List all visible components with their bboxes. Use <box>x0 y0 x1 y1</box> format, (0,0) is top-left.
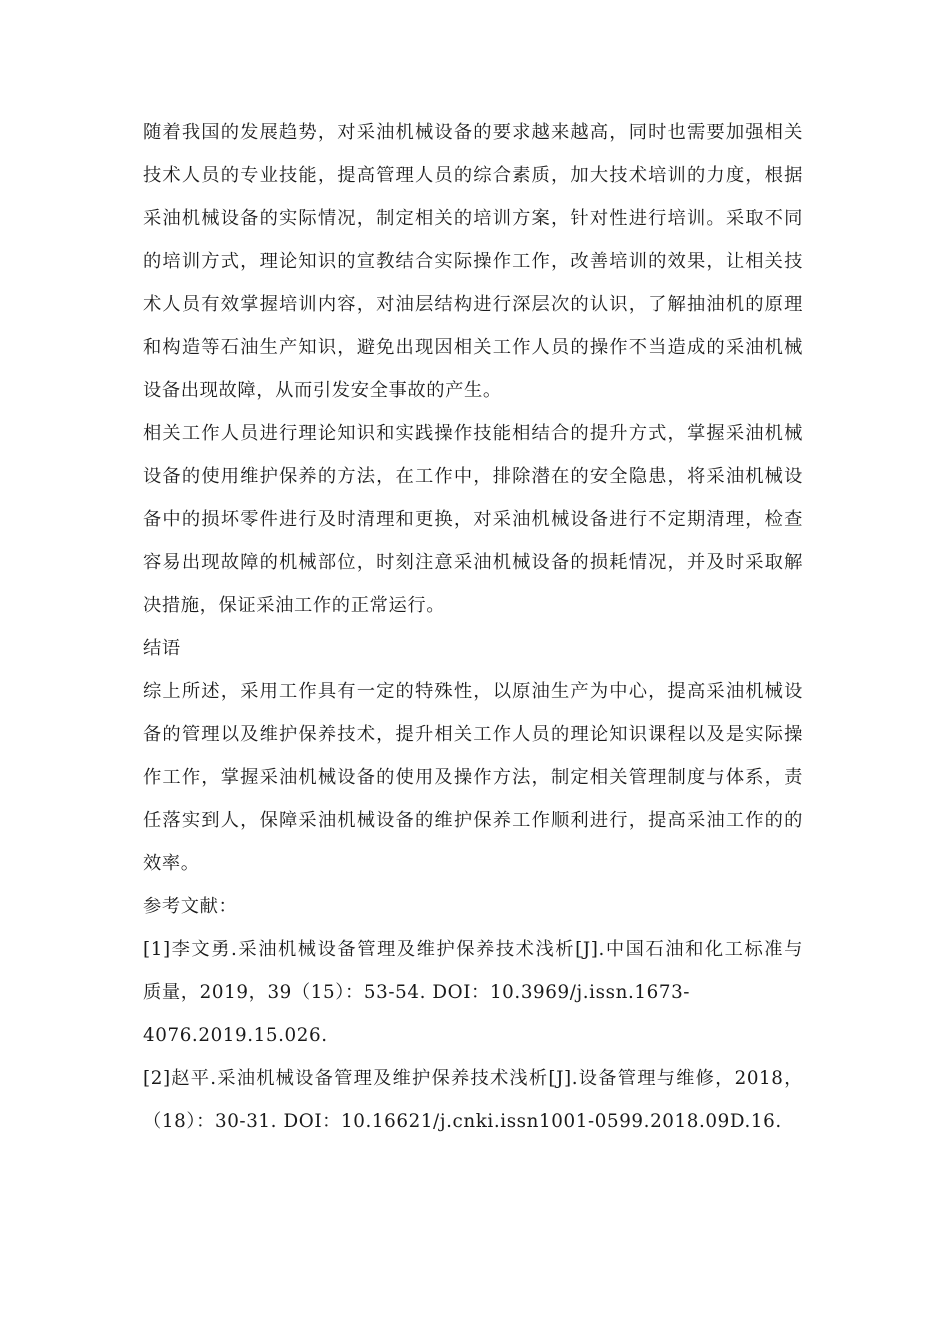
reference-line: 4076.2019.15.026. <box>143 1025 328 1046</box>
text-line: 备的管理以及维护保养技术，提升相关工作人员的理论知识课程以及是实际操 <box>143 724 803 745</box>
reference-line: [2]赵平.采油机械设备管理及维护保养技术浅析[J].设备管理与维修，2018， <box>143 1068 803 1089</box>
text-line: 术人员有效掌握培训内容，对油层结构进行深层次的认识，了解抽油机的原理 <box>143 294 803 315</box>
text-line: 容易出现故障的机械部位，时刻注意采油机械设备的损耗情况，并及时采取解 <box>143 552 803 573</box>
text-line: 采油机械设备的实际情况，制定相关的培训方案，针对性进行培训。采取不同 <box>143 208 803 229</box>
text-line: 和构造等石油生产知识，避免出现因相关工作人员的操作不当造成的采油机械 <box>143 337 803 358</box>
reference-item-1 <box>143 928 803 1057</box>
reference-item-2 <box>143 1057 803 1143</box>
text-line: 随着我国的发展趋势，对采油机械设备的要求越来越高，同时也需要加强相关 <box>143 122 803 143</box>
text-line: 相关工作人员进行理论知识和实践操作技能相结合的提升方式，掌握采油机械 <box>143 423 803 444</box>
reference-line: 质量，2019，39（15）：53-54. DOI：10.3969/j.issn.1673- <box>143 982 691 1003</box>
text-line: 综上所述，采用工作具有一定的特殊性，以原油生产为中心，提高采油机械设 <box>143 681 803 702</box>
text-line: 效率。 <box>143 853 200 874</box>
paragraph-conclusion <box>143 670 803 885</box>
text-line: 设备的使用维护保养的方法，在工作中，排除潜在的安全隐患，将采油机械设 <box>143 466 803 487</box>
text-line: 设备出现故障，从而引发安全事故的产生。 <box>143 380 502 401</box>
heading-text: 参考文献： <box>143 896 238 917</box>
paragraph-maintenance <box>143 412 803 627</box>
text-line: 的培训方式，理论知识的宣教结合实际操作工作，改善培训的效果，让相关技 <box>143 251 803 272</box>
document-page <box>143 111 803 1143</box>
text-line: 备中的损坏零件进行及时清理和更换，对采油机械设备进行不定期清理，检查 <box>143 509 803 530</box>
section-heading-conclusion <box>143 627 803 670</box>
text-line: 作工作，掌握采油机械设备的使用及操作方法，制定相关管理制度与体系，责 <box>143 767 803 788</box>
reference-line: [1]李文勇.采油机械设备管理及维护保养技术浅析[J].中国石油和化工标准与 <box>143 939 803 960</box>
section-heading-references <box>143 885 803 928</box>
heading-text: 结语 <box>143 638 181 659</box>
text-line: 任落实到人，保障采油机械设备的维护保养工作顺利进行，提高采油工作的的 <box>143 810 803 831</box>
reference-line: （18）：30-31. DOI：10.16621/j.cnki.issn1001-0599.2018.09D.16. <box>143 1111 782 1132</box>
paragraph-training <box>143 111 803 412</box>
text-line: 决措施，保证采油工作的正常运行。 <box>143 595 446 616</box>
text-line: 技术人员的专业技能，提高管理人员的综合素质，加大技术培训的力度，根据 <box>143 165 803 186</box>
